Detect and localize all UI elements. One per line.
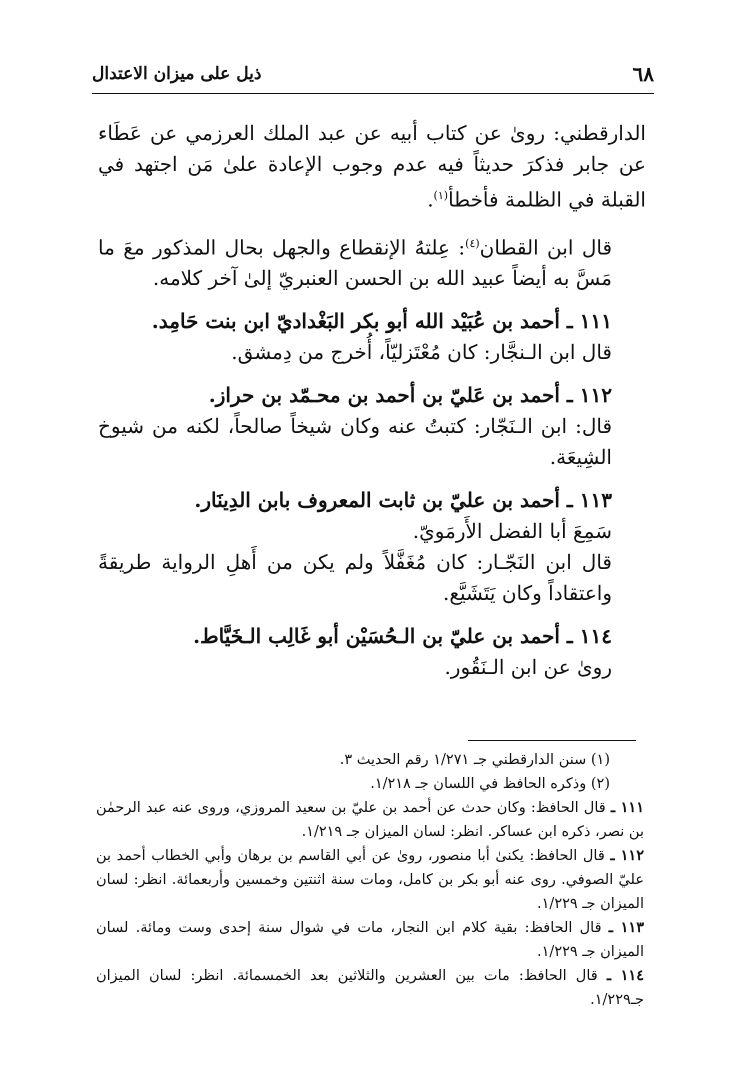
footnote-text: قال الحافظ: بقية كلام ابن النجار، مات في شوال سنة إحدى وست ومائة. لسان الميزان جـ ١/٢٢٩. xyxy=(96,920,644,960)
paragraph-end: . xyxy=(427,187,434,212)
footnote-number: ١١٣ ـ xyxy=(608,919,644,936)
paragraph-lead: قال ابن القطان xyxy=(479,235,612,260)
footnote-text: قال الحافظ: مات بين العشرين والثلاثين بعد الخمسمائة. انظر: لسان الميزان جـ١/٢٢٩. xyxy=(96,968,644,1008)
paragraph-daraqutni xyxy=(98,118,646,216)
footnote-114 xyxy=(96,964,644,1012)
header-rule xyxy=(92,93,654,94)
entry-112 xyxy=(98,380,646,473)
footnote-112 xyxy=(96,844,644,916)
footnote-113 xyxy=(96,916,644,964)
entry-title: ١١٣ ـ أحمد بن عليّ بن ثابت المعروف بابن الدِينَار. xyxy=(194,488,612,513)
entry-text: قال ابن النَجّـار: كان مُغَفَّلاً ولم يكن من أَهلِ الرواية طريقةً واعتقاداً وكان يَتَشَيَّع. xyxy=(98,550,612,606)
footnote-ref: (١) xyxy=(433,189,449,202)
entry-text: سَمِعَ أبا الفضل الأَرمَويّ. xyxy=(412,519,612,544)
page-header xyxy=(92,60,654,90)
page-number: ٦٨ xyxy=(632,62,654,86)
footnote-text: قال الحافظ: يكنىٰ أبا منصور، روىٰ عن أبي القاسم بن برهان وأبي الخطاب أحمد بن عليّ الصوفي. روى عنه أبو بكر بن كامل، ومات سنة اثنتين وخمسين وأربعمائة. انظر: لسان الميزان جـ ١/٢٢٩. xyxy=(96,848,644,912)
entry-text: قال: ابن الـنَجّار: كتبتُ عنه وكان شيخاً صالحاً، لكنه من شيوخ الشِيعَة. xyxy=(98,414,612,470)
entry-text: روىٰ عن ابن الـنَقُور. xyxy=(444,655,612,680)
footnote-2: (٢) وذكره الحافظ في اللسان جـ ١/٢١٨. xyxy=(370,776,610,792)
paragraph-text xyxy=(98,228,646,295)
entry-114 xyxy=(98,621,646,683)
footnote-111 xyxy=(96,796,644,844)
footnote-number: ١١٢ ـ xyxy=(610,847,645,864)
footnote-text: قال الحافظ: وكان حدث عن أحمد بن عليّ بن سعيد المروزي، وروى عنه عبد الرحمٰن بن نصر، ذكره ابن عساكر. انظر: لسان الميزان جـ ١/٢١٩. xyxy=(96,800,644,840)
footnote-number: ١١١ ـ xyxy=(610,799,645,816)
entry-title: ١١٤ ـ أحمد بن عليّ بن الـحُسَيْن أبو غَالِب الـخَيَّاط. xyxy=(193,624,612,649)
paragraph-body: : عِلتهُ الإنقطاع والجهل بحال المذكور معَ ما مَسَّ به أيضاً عبيد الله بن الحسن العنبريّ إلىٰ آخر كلامه. xyxy=(98,235,612,291)
paragraph-text xyxy=(98,118,646,216)
footnotes xyxy=(96,748,644,1012)
entry-title: ١١١ ـ أحمد بن عُبَيْد الله أبو بكر البَغْداديّ ابن بنت حَامِد. xyxy=(151,309,612,334)
footnote-number: ١١٤ ـ xyxy=(606,967,644,984)
entry-111 xyxy=(98,306,646,368)
entry-title: ١١٢ ـ أحمد بن عَليّ بن أحمد بن محـمّد بن حراز. xyxy=(208,383,612,408)
footnote-1: (١) سنن الدارقطني جـ ١/٢٧١ رقم الحديث ٣. xyxy=(339,752,610,768)
entry-text: قال ابن الـنجَّار: كان مُعْتَزليّاً، أُخرج من دِمشق. xyxy=(231,340,612,365)
entry-113 xyxy=(98,485,646,609)
footnote-ref: (٤) xyxy=(465,236,480,250)
paragraph-ibn-qattan xyxy=(98,228,646,295)
running-title: ذيل على ميزان الاعتدال xyxy=(92,64,262,84)
main-text xyxy=(98,118,646,695)
paragraph-text-body: الدارقطني: روىٰ عن كتاب أبيه عن عبد الملك العرزمي عن عَطَاء عن جابر فذكرَ حديثاً فيه عدم وجوب الإعادة علىٰ مَن اجتهد في القبلة في الظلمة فأخطأ xyxy=(98,121,646,212)
footnote-rule xyxy=(468,740,636,741)
